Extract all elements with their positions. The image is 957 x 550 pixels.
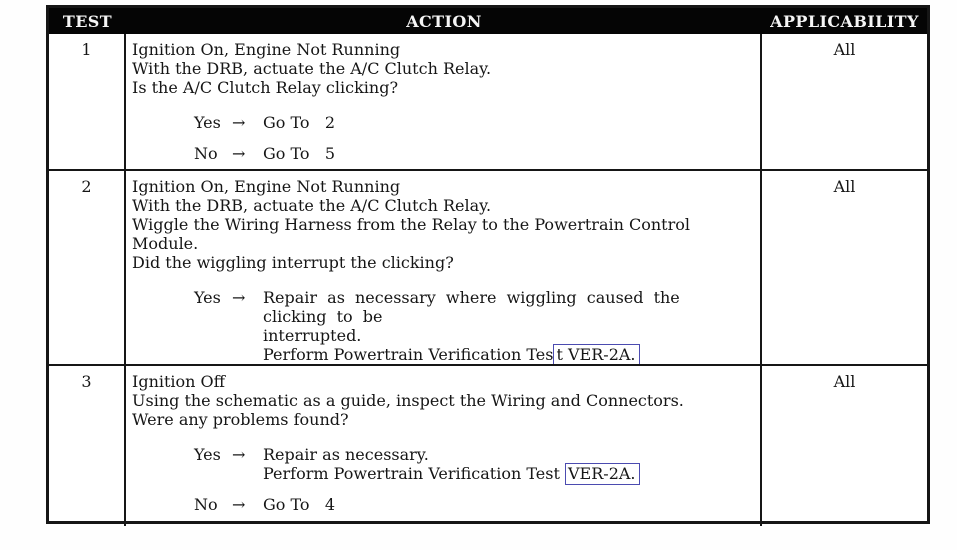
branch-label: Yes — [194, 445, 221, 464]
ver-2a-link[interactable]: t VER-2A. — [553, 344, 639, 366]
test-number-cell — [49, 366, 126, 526]
branch-yes — [194, 288, 752, 364]
branch-label: Yes — [194, 288, 221, 307]
result-text: Go To 4 — [263, 495, 335, 514]
result-line — [263, 345, 752, 364]
branch-result — [263, 445, 752, 483]
arrow-icon: → — [232, 288, 246, 307]
test-number: 3 — [81, 372, 92, 391]
result-line — [263, 495, 752, 514]
branch-no — [194, 144, 752, 163]
result-text: Perform Powertrain Verification Tes — [263, 345, 554, 364]
branch-result — [263, 495, 752, 514]
action-statement: Ignition On, Engine Not Running — [132, 177, 401, 196]
result-line — [263, 445, 752, 464]
action-statement: With the DRB, actuate the A/C Clutch Relay. — [132, 59, 492, 78]
action-statement: Is the A/C Clutch Relay clicking? — [132, 78, 399, 97]
action-statement: Ignition On, Engine Not Running — [132, 40, 401, 59]
result-line — [263, 144, 752, 163]
action-statement: Wiggle the Wiring Harness from the Relay to the Powertrain Control Module. — [132, 215, 696, 253]
header-action: ACTION — [406, 11, 482, 31]
action-statement: Did the wiggling interrupt the clicking? — [132, 253, 454, 272]
action-statement: Using the schematic as a guide, inspect the Wiring and Connectors. — [132, 391, 684, 410]
table-body — [49, 34, 927, 526]
arrow-icon: → — [232, 495, 246, 514]
arrow-icon: → — [232, 445, 246, 464]
result-text: Go To 5 — [263, 144, 335, 163]
action-branches — [194, 288, 752, 366]
result-text: interrupted. — [263, 326, 362, 345]
branch-label: No — [194, 144, 218, 163]
header-applicability: APPLICABILITY — [770, 11, 919, 31]
action-statement: With the DRB, actuate the A/C Clutch Relay. — [132, 196, 492, 215]
branch-yes — [194, 113, 752, 132]
action-branches — [194, 113, 752, 163]
test-number-cell — [49, 171, 126, 364]
applicability-cell — [762, 34, 927, 169]
branch-no — [194, 495, 752, 514]
action-statement: Ignition Off — [132, 372, 226, 391]
action-statement: Were any problems found? — [132, 410, 349, 429]
branch-yes — [194, 445, 752, 483]
action-branches — [194, 445, 752, 514]
branch-label: Yes — [194, 113, 221, 132]
result-line — [263, 113, 752, 132]
table-row — [49, 34, 927, 171]
applicability-cell — [762, 366, 927, 526]
table-row — [49, 366, 927, 526]
result-line — [263, 288, 752, 326]
result-text: Repair as necessary. — [263, 445, 429, 464]
test-number: 1 — [81, 40, 92, 59]
result-line — [263, 464, 752, 483]
action-cell — [126, 34, 762, 169]
action-cell — [126, 171, 762, 364]
table-row — [49, 171, 927, 366]
arrow-icon: → — [232, 113, 246, 132]
applicability-value: All — [833, 177, 856, 196]
arrow-icon: → — [232, 144, 246, 163]
branch-result — [263, 144, 752, 163]
header-test: TEST — [62, 11, 113, 31]
table-header — [49, 8, 927, 34]
action-statements — [132, 372, 752, 429]
result-text: Perform Powertrain Verification Test — [263, 464, 565, 483]
test-number: 2 — [81, 177, 92, 196]
branch-result — [263, 288, 752, 364]
test-number-cell — [49, 34, 126, 169]
result-text: Repair as necessary where wiggling caused the clicking to be — [263, 288, 690, 326]
action-statements — [132, 40, 752, 97]
branch-label: No — [194, 495, 218, 514]
branch-result — [263, 113, 752, 132]
action-statements — [132, 177, 752, 272]
applicability-cell — [762, 171, 927, 364]
result-text: Go To 2 — [263, 113, 335, 132]
result-line — [263, 326, 752, 345]
action-cell — [126, 366, 762, 526]
applicability-value: All — [833, 372, 856, 391]
ver-2a-link[interactable]: VER-2A. — [565, 463, 640, 485]
diagnostic-test-table — [46, 5, 930, 524]
applicability-value: All — [833, 40, 856, 59]
